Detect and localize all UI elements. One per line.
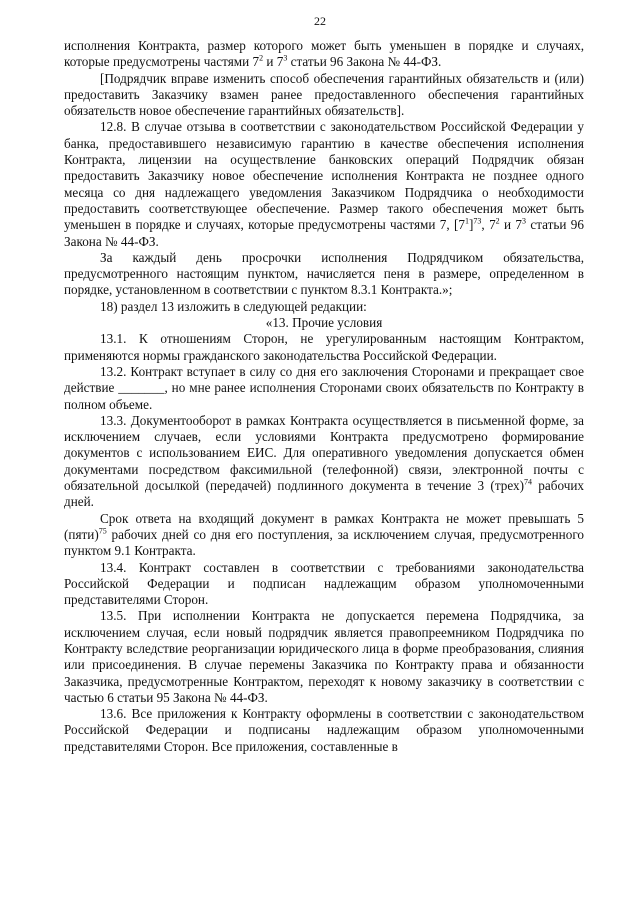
section-heading: «13. Прочие условия xyxy=(265,315,383,331)
paragraph: [Подрядчик вправе изменить способ обеспечения гарантийных обязательств и (или) предоставить Заказчику взамен ранее предоставленного обеспечения гарантийных обязательств новое обеспечение гарантийных обязательств]. xyxy=(64,70,584,119)
paragraph-amendment-item: 18) раздел 13 изложить в следующей редакции: xyxy=(100,298,367,314)
paragraph-clause-13-4: 13.4. Контракт составлен в соответствии с требованиями законодательства Российской Федерации и подписан надлежащим образом уполномоченными представителями Сторон. xyxy=(64,559,584,608)
paragraph-clause-13-1: 13.1. К отношениям Сторон, не урегулированным настоящим Контрактом, применяются нормы гражданского законодательства Российской Федерации. xyxy=(64,331,584,363)
paragraph-clause-13-2: 13.2. Контракт вступает в силу со дня его заключения Сторонами и прекращает свое действие _______, но мне ранее исполнения Сторонами своих обязательств по Контракту в полном объеме. xyxy=(64,363,584,412)
paragraph: исполнения Контракта, размер которого может быть уменьшен в порядке и случаях, которые предусмотрены частями $7^2$ и $7^3$ статьи 96 Закона № 44-ФЗ. xyxy=(64,38,584,70)
document-body xyxy=(64,38,584,755)
paragraph: Срок ответа на входящий документ в рамках Контракта не может превышать 5 (пяти)$^{75}$ рабочих дней со дня его поступления, за исключением случая, предусмотренного пунктом 9.1 Контракта. xyxy=(64,510,584,559)
paragraph-clause-13-5: 13.5. При исполнении Контракта не допускается перемена Подрядчика, за исключением случая, если новый подрядчик является правопреемником Подрядчика по Контракту вследствие реорганизации юридического лица в форме преобразования, слияния или присоединения. В случае перемены Заказчика по Контракту права и обязанности Заказчика, предусмотренные Контрактом, переходят к новому заказчику в соответствии с частью 6 статьи 95 Закона № 44-ФЗ. xyxy=(64,608,584,705)
paragraph-clause-13-3: 13.3. Документооборот в рамках Контракта осуществляется в письменной форме, за исключением случаев, если условиями Контракта предусмотрено формирование документов с использованием ЕИС. Для оперативного уведомления допускается обмен документами посредством факсимильной (телефонной) связи, электронной почты с обязательной досылкой (передачей) подлинного документа в течение 3 (трех)$^{74}$ рабочих дней. xyxy=(64,412,585,510)
paragraph: За каждый день просрочки исполнения Подрядчиком обязательства, предусмотренного настоящим пунктом, начисляется пеня в размере, определенном в порядке, установленном в соответствии с пунктом 8.3.1 Контракта.»; xyxy=(64,249,584,298)
paragraph-clause-13-6: 13.6. Все приложения к Контракту оформлены в соответствии с законодательством Российской Федерации и подписаны надлежащим образом уполномоченными представителями Сторон. Все приложения, составленные в xyxy=(64,706,584,754)
page-number: 22 xyxy=(314,14,326,28)
paragraph-clause-12-8: 12.8. В случае отзыва в соответствии с законодательством Российской Федерации у банка, предоставившего независимую гарантию в качестве обеспечения исполнения Контракта, лицензии на осуществление банковских операций Подрядчик обязан предоставить Заказчику новое обеспечение исполнения Контракта не позднее одного месяца со дня надлежащего уведомления Заказчиком Подрядчика о необходимости предоставить соответствующее обеспечение. Размер такого обеспечения может быть уменьшен в порядке и случаях, которые предусмотрены частями 7, $[7^1]^{73}$, $7^2$ и $7^3$ статьи 96 Закона № 44-ФЗ. xyxy=(64,119,584,249)
